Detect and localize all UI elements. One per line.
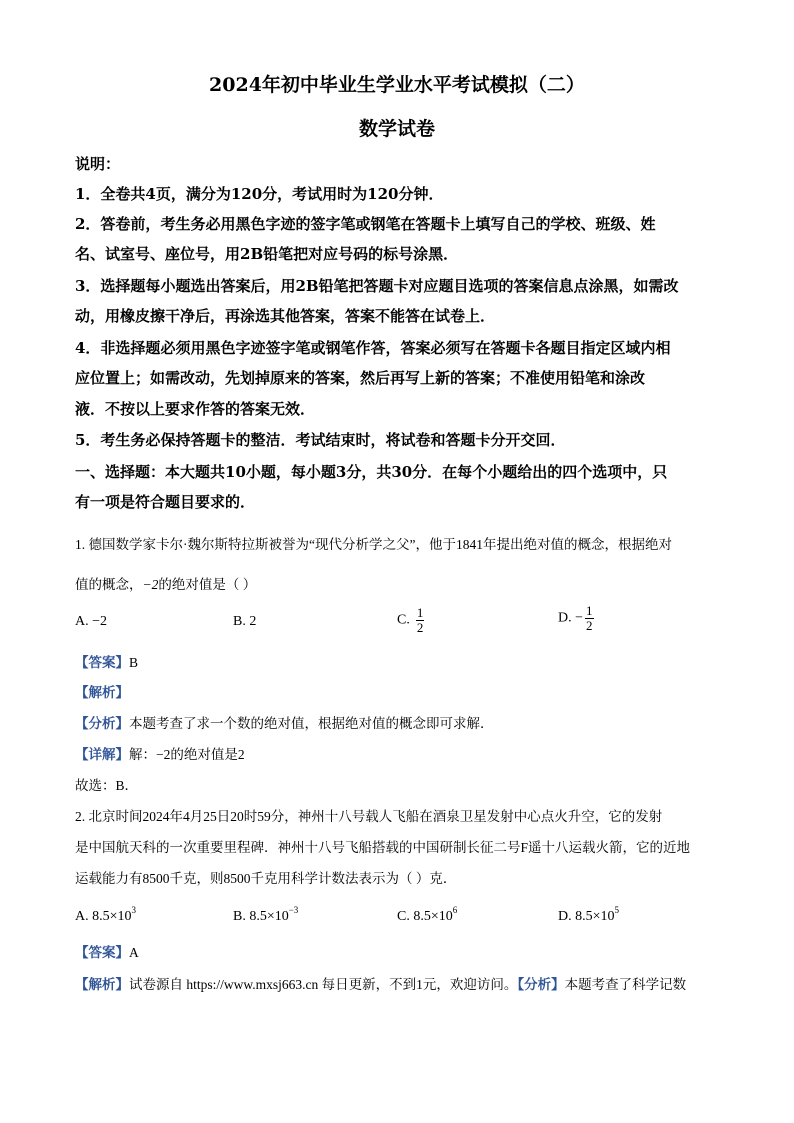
section-heading-line-2: 有一项是符合题目要求的． bbox=[75, 493, 256, 511]
exponent: 3 bbox=[131, 905, 137, 915]
instructions-heading: 说明： bbox=[75, 155, 121, 173]
fenxi-text: 本题考查了科学记数 bbox=[564, 977, 687, 992]
analysis-tag: 【解析】 bbox=[75, 685, 129, 700]
fenxi-tag: 【分析】 bbox=[75, 716, 129, 731]
fraction-numerator: 1 bbox=[586, 603, 593, 618]
exponent: 6 bbox=[452, 905, 458, 915]
q1-option-c-fraction bbox=[416, 606, 425, 635]
q1-detail bbox=[75, 743, 245, 763]
q2-analysis bbox=[75, 973, 686, 993]
detail-tag: 【详解】 bbox=[75, 747, 129, 762]
q1-option-b: B. 2 bbox=[233, 614, 257, 629]
exponent: −3 bbox=[288, 905, 299, 915]
instruction-line: 液．不按以上要求作答的答案无效． bbox=[75, 400, 316, 418]
q2-stem-line-2: 是中国航天科的一次重要里程碑．神州十八号飞船搭载的中国研制长征二号F遥十八运载火箭，它的近地 bbox=[75, 840, 691, 855]
answer-value: A bbox=[129, 945, 139, 960]
q1-option-d-fraction bbox=[585, 604, 594, 633]
instruction-line: 4．非选择题必须用黑色字迹签字笔或钢笔作答，答案必须写在答题卡各题目指定区域内相 bbox=[75, 339, 671, 357]
instruction-line: 5．考生务必保持答题卡的整洁．考试结束时，将试卷和答题卡分开交回． bbox=[75, 431, 566, 449]
instruction-line: 3．选择题每小题选出答案后，用2B铅笔把答题卡对应题目选项的答案信息点涂黑，如需改 bbox=[75, 277, 679, 295]
q2-stem-line-1: 2. 北京时间2024年4月25日20时59分，神州十八号载人飞船在酒泉卫星发射中心点火升空，它的发射 bbox=[75, 809, 663, 824]
answer-tag: 【答案】 bbox=[75, 655, 129, 670]
analysis-tag: 【解析】 bbox=[75, 977, 129, 992]
q1-option-d bbox=[558, 604, 594, 633]
option-text: C. 8.5×10 bbox=[397, 909, 453, 924]
fenxi-tag: 【分析】 bbox=[517, 977, 565, 992]
option-text: A. 8.5×10 bbox=[75, 909, 132, 924]
q2-option-b bbox=[233, 905, 298, 925]
q1-stem-text-end: 的绝对值是（ ） bbox=[158, 577, 257, 592]
q1-choice: 故选：B． bbox=[75, 778, 139, 793]
option-text: D. 8.5×10 bbox=[558, 909, 615, 924]
section-heading-line-1: 一、选择题：本大题共10小题，每小题3分，共30分．在每个小题给出的四个选项中，只 bbox=[75, 463, 668, 481]
instruction-line: 2．答卷前，考生务必用黑色字迹的签字笔或钢笔在答题卡上填写自己的学校、班级、姓 bbox=[75, 215, 656, 233]
q2-stem-line-3: 运载能力有8500千克，则8500千克用科学计数法表示为（ ）克． bbox=[75, 871, 457, 886]
analysis-source-text: 试卷源自 https://www.mxsj663.cn 每日更新，不到1元，欢迎访问。 bbox=[129, 977, 518, 992]
instruction-line: 动，用橡皮擦干净后，再涂选其他答案，答案不能答在试卷上． bbox=[75, 307, 496, 325]
instruction-line: 1．全卷共4页，满分为120分，考试用时为120分钟． bbox=[75, 185, 444, 203]
q2-option-d bbox=[558, 905, 619, 925]
option-text: B. 8.5×10 bbox=[233, 909, 289, 924]
q1-math-value: −2 bbox=[142, 577, 159, 592]
exam-subtitle: 数学试卷 bbox=[358, 118, 435, 140]
q1-stem-line-2 bbox=[75, 573, 256, 593]
q1-stem-text: 值的概念， bbox=[75, 577, 143, 592]
q1-answer bbox=[75, 651, 138, 671]
q1-fenxi bbox=[75, 712, 494, 732]
q1-option-d-label: D. − bbox=[558, 610, 584, 626]
fraction-numerator: 1 bbox=[416, 605, 424, 620]
instruction-line: 应位置上；如需改动，先划掉原来的答案，然后再写上新的答案；不准使用铅笔和涂改 bbox=[75, 369, 646, 387]
fraction-denominator: 2 bbox=[586, 618, 593, 633]
detail-text: 解：−2的绝对值是2 bbox=[129, 747, 245, 762]
q1-analysis bbox=[75, 681, 129, 701]
q2-answer bbox=[75, 941, 139, 961]
answer-tag: 【答案】 bbox=[75, 945, 129, 960]
q2-option-a bbox=[75, 905, 136, 925]
q1-option-a: A. −2 bbox=[75, 614, 108, 629]
instruction-line: 名、试室号、座位号，用2B铅笔把对应号码的标号涂黑． bbox=[75, 245, 459, 263]
answer-value: B bbox=[129, 655, 139, 670]
fraction-denominator: 2 bbox=[416, 620, 424, 635]
fenxi-text: 本题考查了求一个数的绝对值，根据绝对值的概念即可求解． bbox=[129, 716, 494, 731]
q1-option-c-label: C. bbox=[397, 612, 410, 628]
q1-option-c bbox=[397, 606, 424, 635]
q2-option-c bbox=[397, 905, 457, 925]
exponent: 5 bbox=[614, 905, 620, 915]
exam-title: 2024年初中毕业生学业水平考试模拟（二） bbox=[209, 74, 585, 96]
q1-stem-line-1: 1. 德国数学家卡尔·魏尔斯特拉斯被誉为“现代分析学之父”，他于1841年提出绝对值的概念，根据绝对 bbox=[75, 537, 672, 552]
